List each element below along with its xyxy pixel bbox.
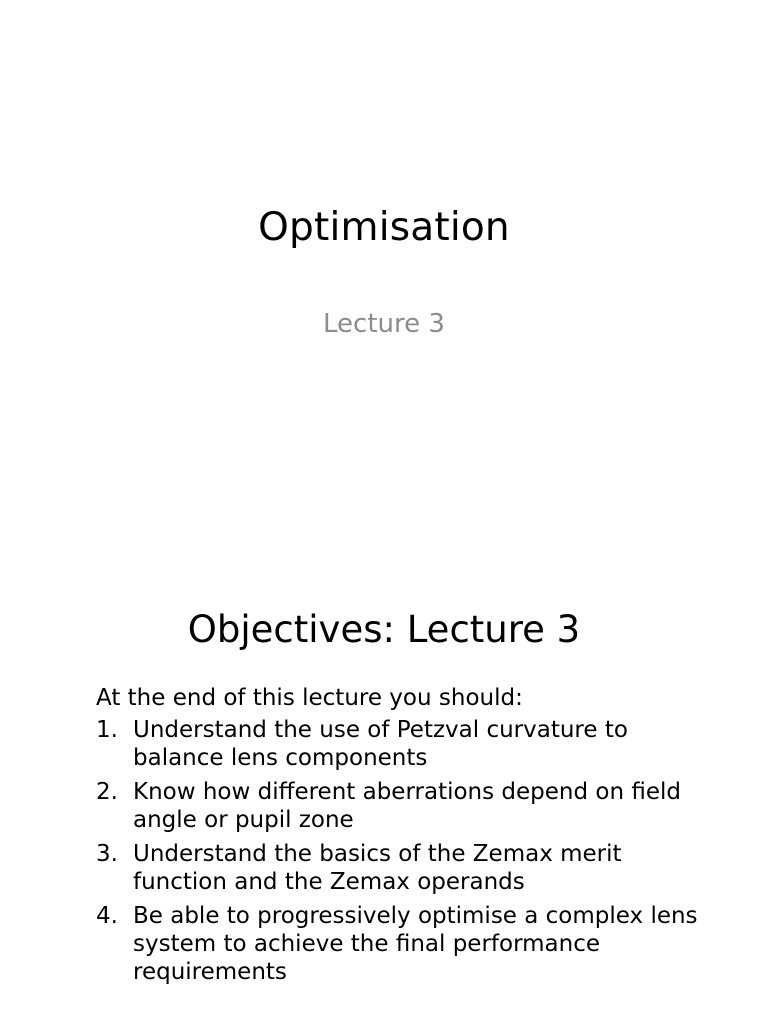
list-item [96, 840, 716, 896]
objectives-slide [0, 576, 768, 1024]
list-item [96, 778, 716, 834]
list-item-number: 2. [96, 779, 118, 805]
list-item-text: Understand the use of Petzval curvature to balance lens components [133, 717, 628, 771]
list-item-number: 3. [96, 841, 118, 867]
list-item [96, 902, 716, 986]
objectives-list [96, 716, 716, 986]
objectives-title: Objectives: Lecture 3 [187, 608, 581, 651]
objectives-intro: At the end of this lecture you should: [96, 685, 523, 711]
list-item-text: Understand the basics of the Zemax merit function and the Zemax operands [133, 841, 622, 895]
list-item-text: Be able to progressively optimise a complex lens system to achieve the final performance requirements [133, 903, 698, 985]
objectives-content [96, 684, 716, 992]
list-item-number: 4. [96, 903, 118, 929]
slide-subtitle: Lecture 3 [323, 309, 445, 339]
list-item-text: Know how different aberrations depend on field angle or pupil zone [133, 779, 681, 833]
list-item [96, 716, 716, 772]
list-item-number: 1. [96, 717, 118, 743]
slide-title: Optimisation [258, 205, 510, 250]
